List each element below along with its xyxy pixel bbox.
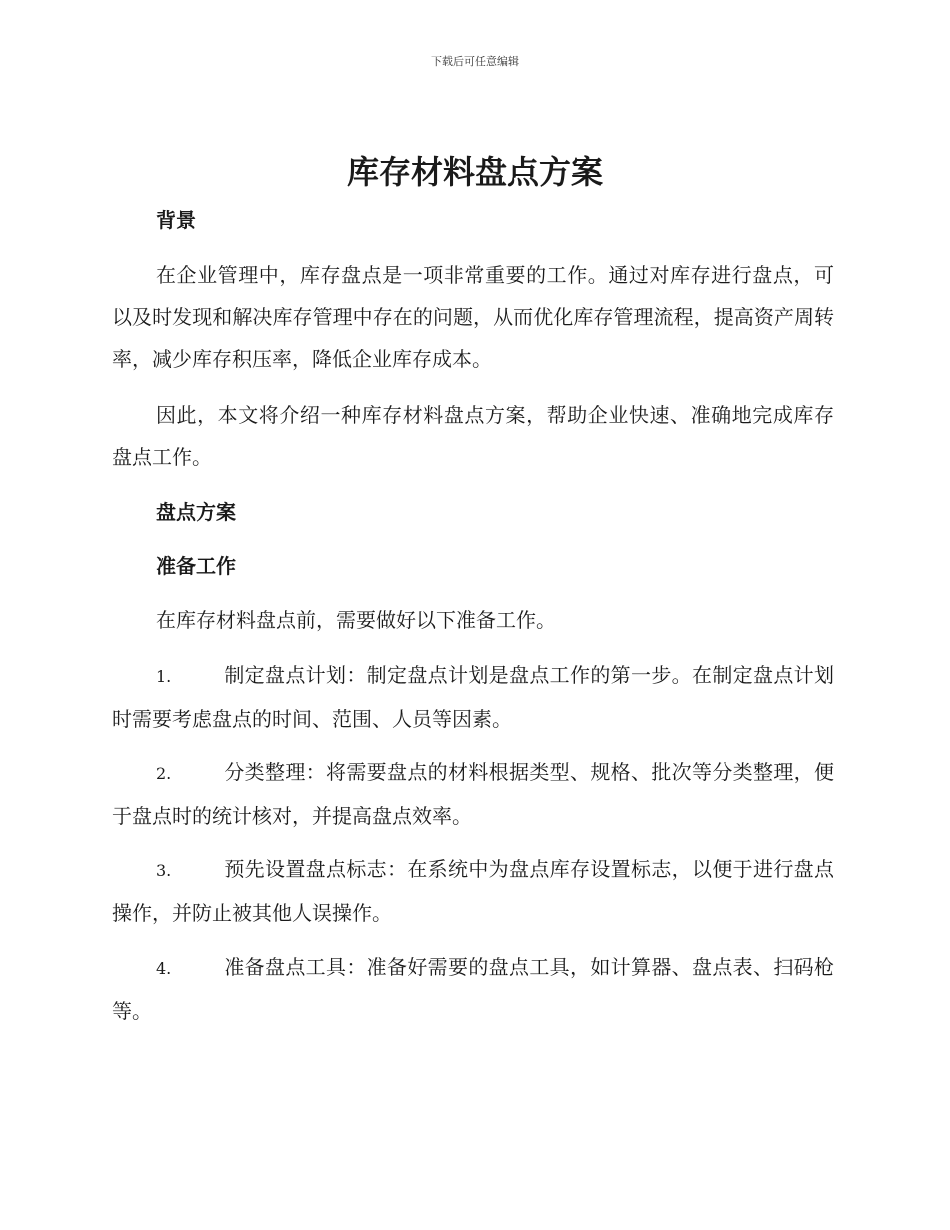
- list-item: [112, 654, 834, 740]
- list-item: [112, 946, 834, 1032]
- list-item-text: 制定盘点计划：制定盘点计划是盘点工作的第一步。在制定盘点计划时需要考虑盘点的时间、范围、人员等因素。: [112, 663, 834, 731]
- background-paragraph-1: 在企业管理中，库存盘点是一项非常重要的工作。通过对库存进行盘点，可以及时发现和解决库存管理中存在的问题，从而优化库存管理流程，提高资产周转率，减少库存积压率，降低企业库存成本。: [112, 263, 834, 371]
- page-header-note: 下载后可任意编辑: [431, 55, 519, 68]
- section-heading-background: 背景: [156, 208, 196, 232]
- preparation-intro: 在库存材料盘点前，需要做好以下准备工作。: [156, 608, 556, 632]
- list-item: [112, 751, 834, 837]
- section-heading-preparation: 准备工作: [156, 554, 236, 578]
- list-item-number: 3.: [156, 861, 172, 880]
- section-heading-plan: 盘点方案: [156, 500, 236, 524]
- document-title: 库存材料盘点方案: [346, 153, 603, 191]
- list-item-text: 分类整理：将需要盘点的材料根据类型、规格、批次等分类整理，便于盘点时的统计核对，并提高盘点效率。: [112, 760, 834, 828]
- list-item-text: 预先设置盘点标志：在系统中为盘点库存设置标志，以便于进行盘点操作，并防止被其他人误操作。: [112, 857, 834, 925]
- list-item-number: 2.: [156, 764, 172, 783]
- background-paragraph-2: 因此，本文将介绍一种库存材料盘点方案，帮助企业快速、准确地完成库存盘点工作。: [112, 403, 834, 469]
- list-item-text: 准备盘点工具：准备好需要的盘点工具，如计算器、盘点表、扫码枪等。: [112, 955, 834, 1023]
- list-item-number: 4.: [156, 959, 172, 978]
- list-item-number: 1.: [156, 667, 172, 686]
- list-item: [112, 848, 834, 934]
